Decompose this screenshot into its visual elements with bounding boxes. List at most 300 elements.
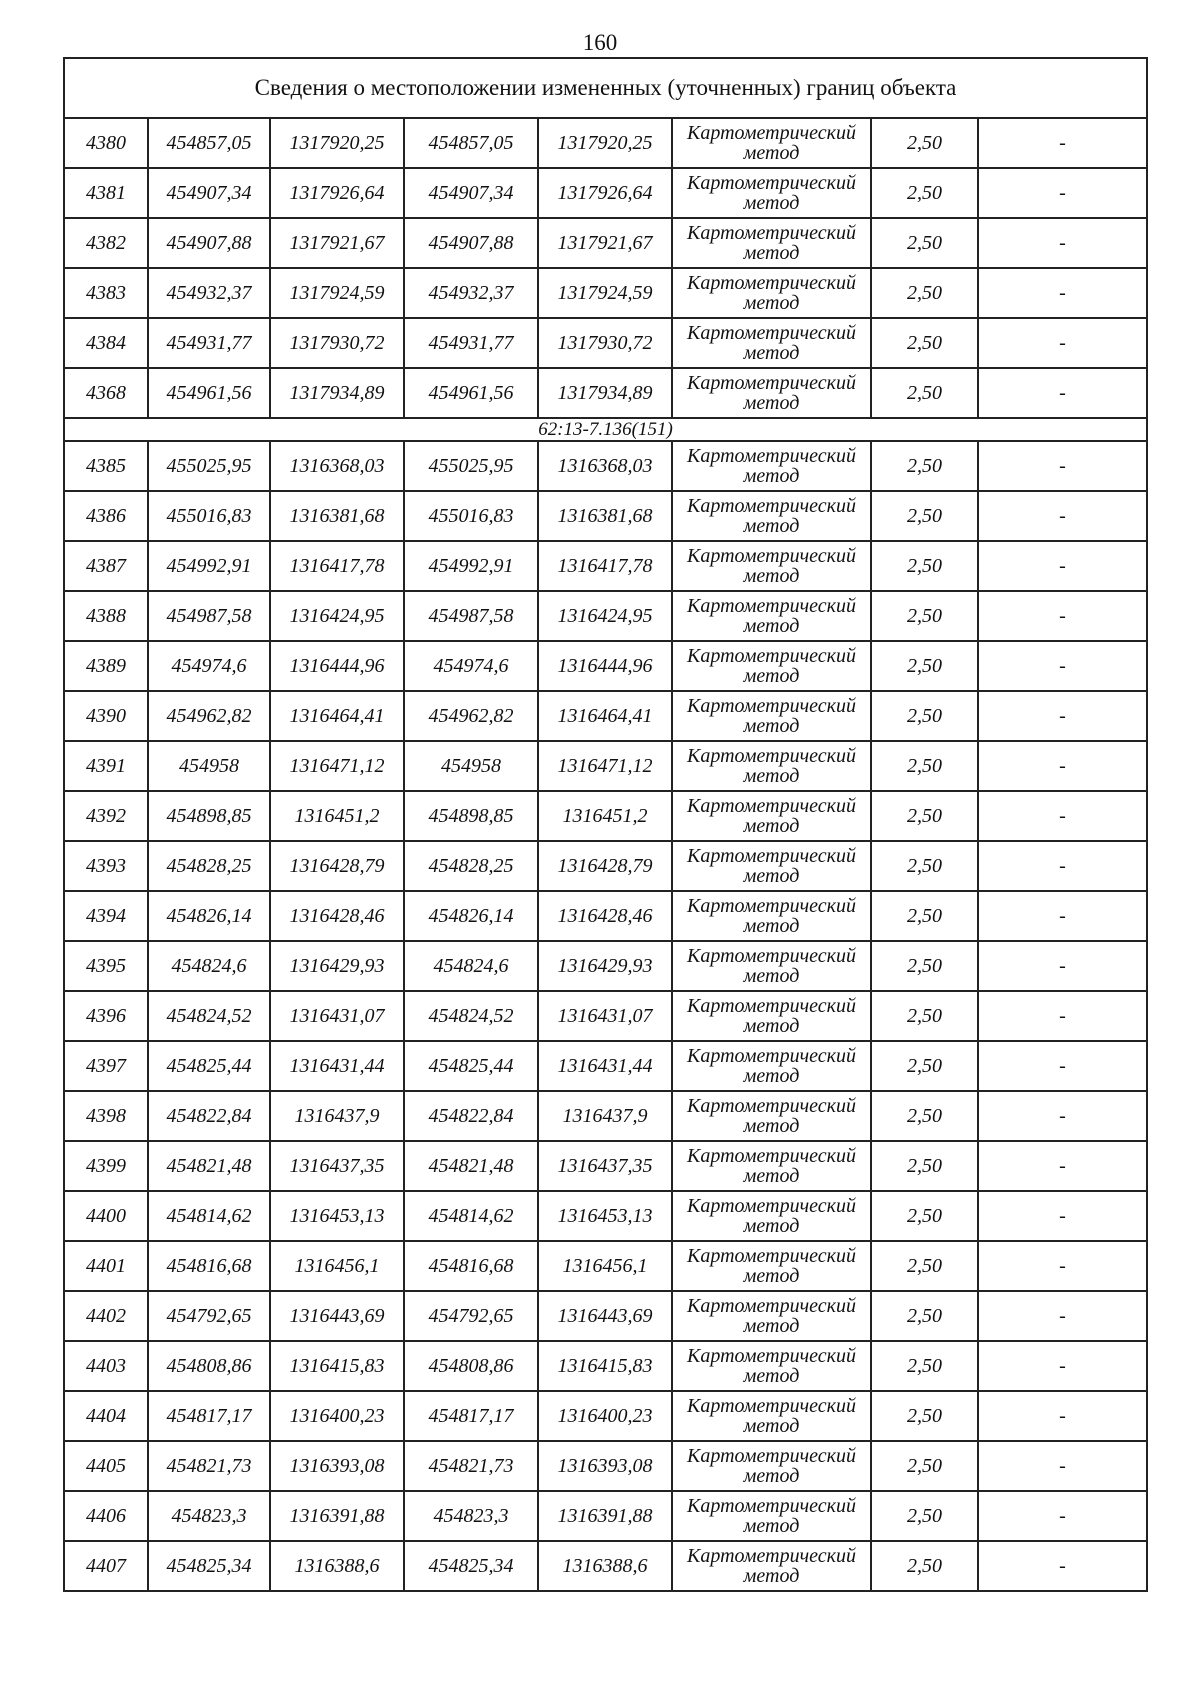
point-number-cell: 4382 — [64, 218, 148, 268]
table-body — [64, 58, 1147, 1591]
x-coordinate-cell: 454857,05 — [148, 118, 270, 168]
method-cell — [672, 368, 871, 418]
point-number-cell: 4368 — [64, 368, 148, 418]
x-coordinate-cell: 454816,68 — [148, 1241, 270, 1291]
method-line-1: Картометрический — [687, 695, 856, 717]
table-row — [64, 841, 1147, 891]
method-line-2: метод — [743, 1465, 800, 1487]
method-line-2: метод — [743, 1565, 800, 1587]
method-line-2: метод — [743, 865, 800, 887]
y-refined-cell: 1316388,6 — [538, 1541, 672, 1591]
table-row — [64, 691, 1147, 741]
x-refined-cell: 454825,34 — [404, 1541, 538, 1591]
point-number-cell: 4386 — [64, 491, 148, 541]
method-line-2: метод — [743, 142, 800, 164]
method-line-2: метод — [743, 515, 800, 537]
y-refined-cell: 1317924,59 — [538, 268, 672, 318]
table-row — [64, 791, 1147, 841]
point-number-cell: 4389 — [64, 641, 148, 691]
method-line-1: Картометрический — [687, 1395, 856, 1417]
description-cell: - — [978, 591, 1147, 641]
description-cell: - — [978, 491, 1147, 541]
method-line-2: метод — [743, 815, 800, 837]
x-refined-cell: 454821,48 — [404, 1141, 538, 1191]
method-line-2: метод — [743, 615, 800, 637]
description-cell: - — [978, 118, 1147, 168]
table-row — [64, 1041, 1147, 1091]
point-number-cell: 4385 — [64, 441, 148, 491]
x-coordinate-cell: 454821,48 — [148, 1141, 270, 1191]
description-cell: - — [978, 1241, 1147, 1291]
y-refined-cell: 1316424,95 — [538, 591, 672, 641]
table-title: Сведения о местоположении измененных (уточненных) границ объекта — [64, 58, 1147, 118]
description-cell: - — [978, 168, 1147, 218]
table-row — [64, 1341, 1147, 1391]
description-cell: - — [978, 741, 1147, 791]
y-refined-cell: 1317930,72 — [538, 318, 672, 368]
table-row — [64, 541, 1147, 591]
y-coordinate-cell: 1316431,07 — [270, 991, 404, 1041]
table-row — [64, 641, 1147, 691]
x-refined-cell: 454958 — [404, 741, 538, 791]
precision-cell: 2,50 — [871, 941, 978, 991]
x-refined-cell: 454822,84 — [404, 1091, 538, 1141]
description-cell: - — [978, 1341, 1147, 1391]
precision-cell: 2,50 — [871, 1191, 978, 1241]
precision-cell: 2,50 — [871, 1341, 978, 1391]
method-line-1: Картометрический — [687, 1195, 856, 1217]
table-title-row — [64, 58, 1147, 118]
section-row — [64, 418, 1147, 441]
table-row — [64, 118, 1147, 168]
precision-cell: 2,50 — [871, 318, 978, 368]
method-line-2: метод — [743, 1065, 800, 1087]
y-refined-cell: 1316444,96 — [538, 641, 672, 691]
y-refined-cell: 1316391,88 — [538, 1491, 672, 1541]
precision-cell: 2,50 — [871, 1391, 978, 1441]
description-cell: - — [978, 368, 1147, 418]
method-line-1: Картометрический — [687, 1145, 856, 1167]
method-cell — [672, 1291, 871, 1341]
x-refined-cell: 454792,65 — [404, 1291, 538, 1341]
method-cell — [672, 541, 871, 591]
precision-cell: 2,50 — [871, 841, 978, 891]
y-refined-cell: 1316428,79 — [538, 841, 672, 891]
method-line-1: Картометрический — [687, 445, 856, 467]
y-refined-cell: 1316451,2 — [538, 791, 672, 841]
x-refined-cell: 454932,37 — [404, 268, 538, 318]
table-row — [64, 1541, 1147, 1591]
table-row — [64, 1191, 1147, 1241]
table-row — [64, 168, 1147, 218]
precision-cell: 2,50 — [871, 1541, 978, 1591]
method-cell — [672, 1041, 871, 1091]
method-line-1: Картометрический — [687, 1095, 856, 1117]
method-cell — [672, 218, 871, 268]
method-cell — [672, 1141, 871, 1191]
description-cell: - — [978, 1191, 1147, 1241]
x-coordinate-cell: 454932,37 — [148, 268, 270, 318]
description-cell: - — [978, 1091, 1147, 1141]
method-cell — [672, 841, 871, 891]
description-cell: - — [978, 691, 1147, 741]
x-refined-cell: 454821,73 — [404, 1441, 538, 1491]
y-coordinate-cell: 1316443,69 — [270, 1291, 404, 1341]
y-coordinate-cell: 1316415,83 — [270, 1341, 404, 1391]
y-coordinate-cell: 1316464,41 — [270, 691, 404, 741]
method-cell — [672, 268, 871, 318]
method-line-2: метод — [743, 965, 800, 987]
point-number-cell: 4403 — [64, 1341, 148, 1391]
precision-cell: 2,50 — [871, 218, 978, 268]
point-number-cell: 4390 — [64, 691, 148, 741]
method-line-1: Картометрический — [687, 172, 856, 194]
precision-cell: 2,50 — [871, 1291, 978, 1341]
x-coordinate-cell: 454898,85 — [148, 791, 270, 841]
y-refined-cell: 1317934,89 — [538, 368, 672, 418]
description-cell: - — [978, 1541, 1147, 1591]
precision-cell: 2,50 — [871, 441, 978, 491]
x-refined-cell: 454931,77 — [404, 318, 538, 368]
y-coordinate-cell: 1316428,79 — [270, 841, 404, 891]
method-line-1: Картометрический — [687, 1245, 856, 1267]
method-line-1: Картометрический — [687, 545, 856, 567]
section-label: 62:13-7.136(151) — [64, 418, 1147, 441]
point-number-cell: 4406 — [64, 1491, 148, 1541]
method-line-1: Картометрический — [687, 1295, 856, 1317]
point-number-cell: 4407 — [64, 1541, 148, 1591]
point-number-cell: 4400 — [64, 1191, 148, 1241]
method-line-2: метод — [743, 765, 800, 787]
method-line-2: метод — [743, 192, 800, 214]
method-line-1: Картометрический — [687, 795, 856, 817]
y-refined-cell: 1317926,64 — [538, 168, 672, 218]
table-row — [64, 1391, 1147, 1441]
y-coordinate-cell: 1316393,08 — [270, 1441, 404, 1491]
x-refined-cell: 454828,25 — [404, 841, 538, 891]
description-cell: - — [978, 268, 1147, 318]
method-line-1: Картометрический — [687, 595, 856, 617]
y-coordinate-cell: 1316424,95 — [270, 591, 404, 641]
y-coordinate-cell: 1316456,1 — [270, 1241, 404, 1291]
y-refined-cell: 1316431,07 — [538, 991, 672, 1041]
y-refined-cell: 1316368,03 — [538, 441, 672, 491]
method-line-1: Картометрический — [687, 495, 856, 517]
x-coordinate-cell: 454826,14 — [148, 891, 270, 941]
x-coordinate-cell: 455016,83 — [148, 491, 270, 541]
y-coordinate-cell: 1316437,9 — [270, 1091, 404, 1141]
method-cell — [672, 791, 871, 841]
x-coordinate-cell: 454792,65 — [148, 1291, 270, 1341]
table-row — [64, 991, 1147, 1041]
x-coordinate-cell: 455025,95 — [148, 441, 270, 491]
table-row — [64, 218, 1147, 268]
x-coordinate-cell: 454828,25 — [148, 841, 270, 891]
method-line-1: Картометрический — [687, 1345, 856, 1367]
description-cell: - — [978, 1041, 1147, 1091]
method-cell — [672, 1441, 871, 1491]
y-refined-cell: 1316443,69 — [538, 1291, 672, 1341]
y-refined-cell: 1316464,41 — [538, 691, 672, 741]
precision-cell: 2,50 — [871, 691, 978, 741]
x-refined-cell: 455025,95 — [404, 441, 538, 491]
table-row — [64, 1291, 1147, 1341]
point-number-cell: 4405 — [64, 1441, 148, 1491]
description-cell: - — [978, 441, 1147, 491]
y-refined-cell: 1316456,1 — [538, 1241, 672, 1291]
precision-cell: 2,50 — [871, 491, 978, 541]
x-refined-cell: 454961,56 — [404, 368, 538, 418]
y-refined-cell: 1316415,83 — [538, 1341, 672, 1391]
y-coordinate-cell: 1317926,64 — [270, 168, 404, 218]
page-number: 160 — [582, 30, 618, 55]
method-line-1: Картометрический — [687, 372, 856, 394]
description-cell: - — [978, 841, 1147, 891]
method-cell — [672, 741, 871, 791]
y-refined-cell: 1316453,13 — [538, 1191, 672, 1241]
x-refined-cell: 454824,52 — [404, 991, 538, 1041]
y-refined-cell: 1316437,35 — [538, 1141, 672, 1191]
method-line-1: Картометрический — [687, 745, 856, 767]
method-line-1: Картометрический — [687, 1495, 856, 1517]
precision-cell: 2,50 — [871, 1141, 978, 1191]
description-cell: - — [978, 941, 1147, 991]
y-refined-cell: 1317920,25 — [538, 118, 672, 168]
y-refined-cell: 1316381,68 — [538, 491, 672, 541]
method-line-1: Картометрический — [687, 945, 856, 967]
method-cell — [672, 691, 871, 741]
description-cell: - — [978, 1391, 1147, 1441]
x-refined-cell: 454992,91 — [404, 541, 538, 591]
x-coordinate-cell: 454822,84 — [148, 1091, 270, 1141]
x-coordinate-cell: 454974,6 — [148, 641, 270, 691]
description-cell: - — [978, 991, 1147, 1041]
x-coordinate-cell: 454987,58 — [148, 591, 270, 641]
x-refined-cell: 454817,17 — [404, 1391, 538, 1441]
x-coordinate-cell: 454962,82 — [148, 691, 270, 741]
y-coordinate-cell: 1316431,44 — [270, 1041, 404, 1091]
method-line-2: метод — [743, 242, 800, 264]
x-refined-cell: 454826,14 — [404, 891, 538, 941]
x-refined-cell: 454814,62 — [404, 1191, 538, 1241]
point-number-cell: 4381 — [64, 168, 148, 218]
method-line-1: Картометрический — [687, 122, 856, 144]
x-refined-cell: 454898,85 — [404, 791, 538, 841]
y-coordinate-cell: 1316453,13 — [270, 1191, 404, 1241]
precision-cell: 2,50 — [871, 541, 978, 591]
x-refined-cell: 454823,3 — [404, 1491, 538, 1541]
x-refined-cell: 454816,68 — [404, 1241, 538, 1291]
table-row — [64, 1441, 1147, 1491]
y-coordinate-cell: 1317930,72 — [270, 318, 404, 368]
table-row — [64, 1141, 1147, 1191]
method-line-1: Картометрический — [687, 645, 856, 667]
x-refined-cell: 455016,83 — [404, 491, 538, 541]
precision-cell: 2,50 — [871, 268, 978, 318]
point-number-cell: 4387 — [64, 541, 148, 591]
method-cell — [672, 591, 871, 641]
point-number-cell: 4401 — [64, 1241, 148, 1291]
method-line-1: Картометрический — [687, 995, 856, 1017]
description-cell: - — [978, 541, 1147, 591]
method-line-2: метод — [743, 392, 800, 414]
description-cell: - — [978, 1141, 1147, 1191]
table-row — [64, 1091, 1147, 1141]
x-coordinate-cell: 454907,88 — [148, 218, 270, 268]
x-coordinate-cell: 454817,17 — [148, 1391, 270, 1441]
method-cell — [672, 168, 871, 218]
y-coordinate-cell: 1316444,96 — [270, 641, 404, 691]
method-cell — [672, 991, 871, 1041]
method-cell — [672, 441, 871, 491]
method-cell — [672, 118, 871, 168]
y-refined-cell: 1316437,9 — [538, 1091, 672, 1141]
method-line-1: Картометрический — [687, 895, 856, 917]
method-cell — [672, 941, 871, 991]
method-line-2: метод — [743, 665, 800, 687]
x-coordinate-cell: 454958 — [148, 741, 270, 791]
point-number-cell: 4393 — [64, 841, 148, 891]
point-number-cell: 4384 — [64, 318, 148, 368]
method-line-2: метод — [743, 1165, 800, 1187]
description-cell: - — [978, 1441, 1147, 1491]
y-coordinate-cell: 1317920,25 — [270, 118, 404, 168]
x-coordinate-cell: 454931,77 — [148, 318, 270, 368]
table-row — [64, 368, 1147, 418]
method-line-2: метод — [743, 342, 800, 364]
point-number-cell: 4383 — [64, 268, 148, 318]
y-coordinate-cell: 1317924,59 — [270, 268, 404, 318]
y-coordinate-cell: 1317921,67 — [270, 218, 404, 268]
coordinates-table — [63, 57, 1148, 1592]
point-number-cell: 4396 — [64, 991, 148, 1041]
y-refined-cell: 1316429,93 — [538, 941, 672, 991]
y-coordinate-cell: 1317934,89 — [270, 368, 404, 418]
x-refined-cell: 454825,44 — [404, 1041, 538, 1091]
y-coordinate-cell: 1316437,35 — [270, 1141, 404, 1191]
method-cell — [672, 1191, 871, 1241]
table-row — [64, 1241, 1147, 1291]
table-row — [64, 1491, 1147, 1541]
x-refined-cell: 454824,6 — [404, 941, 538, 991]
method-line-2: метод — [743, 1115, 800, 1137]
x-coordinate-cell: 454824,6 — [148, 941, 270, 991]
x-refined-cell: 454962,82 — [404, 691, 538, 741]
method-line-2: метод — [743, 465, 800, 487]
table-row — [64, 941, 1147, 991]
method-line-2: метод — [743, 1415, 800, 1437]
precision-cell: 2,50 — [871, 368, 978, 418]
method-cell — [672, 1091, 871, 1141]
method-line-1: Картометрический — [687, 272, 856, 294]
y-refined-cell: 1316393,08 — [538, 1441, 672, 1491]
x-coordinate-cell: 454808,86 — [148, 1341, 270, 1391]
method-line-2: метод — [743, 715, 800, 737]
y-refined-cell: 1317921,67 — [538, 218, 672, 268]
method-line-1: Картометрический — [687, 322, 856, 344]
method-line-2: метод — [743, 1315, 800, 1337]
method-line-2: метод — [743, 1365, 800, 1387]
x-refined-cell: 454808,86 — [404, 1341, 538, 1391]
point-number-cell: 4392 — [64, 791, 148, 841]
x-coordinate-cell: 454823,3 — [148, 1491, 270, 1541]
method-line-1: Картометрический — [687, 1445, 856, 1467]
table-row — [64, 741, 1147, 791]
method-line-2: метод — [743, 1215, 800, 1237]
precision-cell: 2,50 — [871, 1491, 978, 1541]
precision-cell: 2,50 — [871, 741, 978, 791]
precision-cell: 2,50 — [871, 118, 978, 168]
table-row — [64, 491, 1147, 541]
x-coordinate-cell: 454821,73 — [148, 1441, 270, 1491]
y-refined-cell: 1316471,12 — [538, 741, 672, 791]
table-row — [64, 318, 1147, 368]
point-number-cell: 4398 — [64, 1091, 148, 1141]
x-refined-cell: 454907,34 — [404, 168, 538, 218]
method-cell — [672, 1341, 871, 1391]
y-refined-cell: 1316428,46 — [538, 891, 672, 941]
point-number-cell: 4395 — [64, 941, 148, 991]
description-cell: - — [978, 1291, 1147, 1341]
precision-cell: 2,50 — [871, 1091, 978, 1141]
x-coordinate-cell: 454992,91 — [148, 541, 270, 591]
x-refined-cell: 454857,05 — [404, 118, 538, 168]
method-cell — [672, 318, 871, 368]
precision-cell: 2,50 — [871, 591, 978, 641]
method-line-1: Картометрический — [687, 222, 856, 244]
method-cell — [672, 1541, 871, 1591]
description-cell: - — [978, 218, 1147, 268]
method-line-2: метод — [743, 1015, 800, 1037]
y-coordinate-cell: 1316417,78 — [270, 541, 404, 591]
y-coordinate-cell: 1316368,03 — [270, 441, 404, 491]
description-cell: - — [978, 641, 1147, 691]
method-cell — [672, 491, 871, 541]
method-cell — [672, 891, 871, 941]
y-coordinate-cell: 1316428,46 — [270, 891, 404, 941]
x-coordinate-cell: 454824,52 — [148, 991, 270, 1041]
y-coordinate-cell: 1316429,93 — [270, 941, 404, 991]
y-refined-cell: 1316417,78 — [538, 541, 672, 591]
method-line-2: метод — [743, 292, 800, 314]
method-cell — [672, 1391, 871, 1441]
y-refined-cell: 1316431,44 — [538, 1041, 672, 1091]
x-coordinate-cell: 454825,44 — [148, 1041, 270, 1091]
x-coordinate-cell: 454961,56 — [148, 368, 270, 418]
description-cell: - — [978, 891, 1147, 941]
method-line-2: метод — [743, 1515, 800, 1537]
table-row — [64, 591, 1147, 641]
table-row — [64, 268, 1147, 318]
description-cell: - — [978, 1491, 1147, 1541]
y-refined-cell: 1316400,23 — [538, 1391, 672, 1441]
method-cell — [672, 641, 871, 691]
y-coordinate-cell: 1316471,12 — [270, 741, 404, 791]
y-coordinate-cell: 1316391,88 — [270, 1491, 404, 1541]
x-coordinate-cell: 454907,34 — [148, 168, 270, 218]
x-refined-cell: 454907,88 — [404, 218, 538, 268]
precision-cell: 2,50 — [871, 1041, 978, 1091]
y-coordinate-cell: 1316388,6 — [270, 1541, 404, 1591]
point-number-cell: 4394 — [64, 891, 148, 941]
point-number-cell: 4404 — [64, 1391, 148, 1441]
method-cell — [672, 1491, 871, 1541]
method-line-1: Картометрический — [687, 845, 856, 867]
y-coordinate-cell: 1316400,23 — [270, 1391, 404, 1441]
point-number-cell: 4397 — [64, 1041, 148, 1091]
method-line-2: метод — [743, 915, 800, 937]
method-line-1: Картометрический — [687, 1545, 856, 1567]
